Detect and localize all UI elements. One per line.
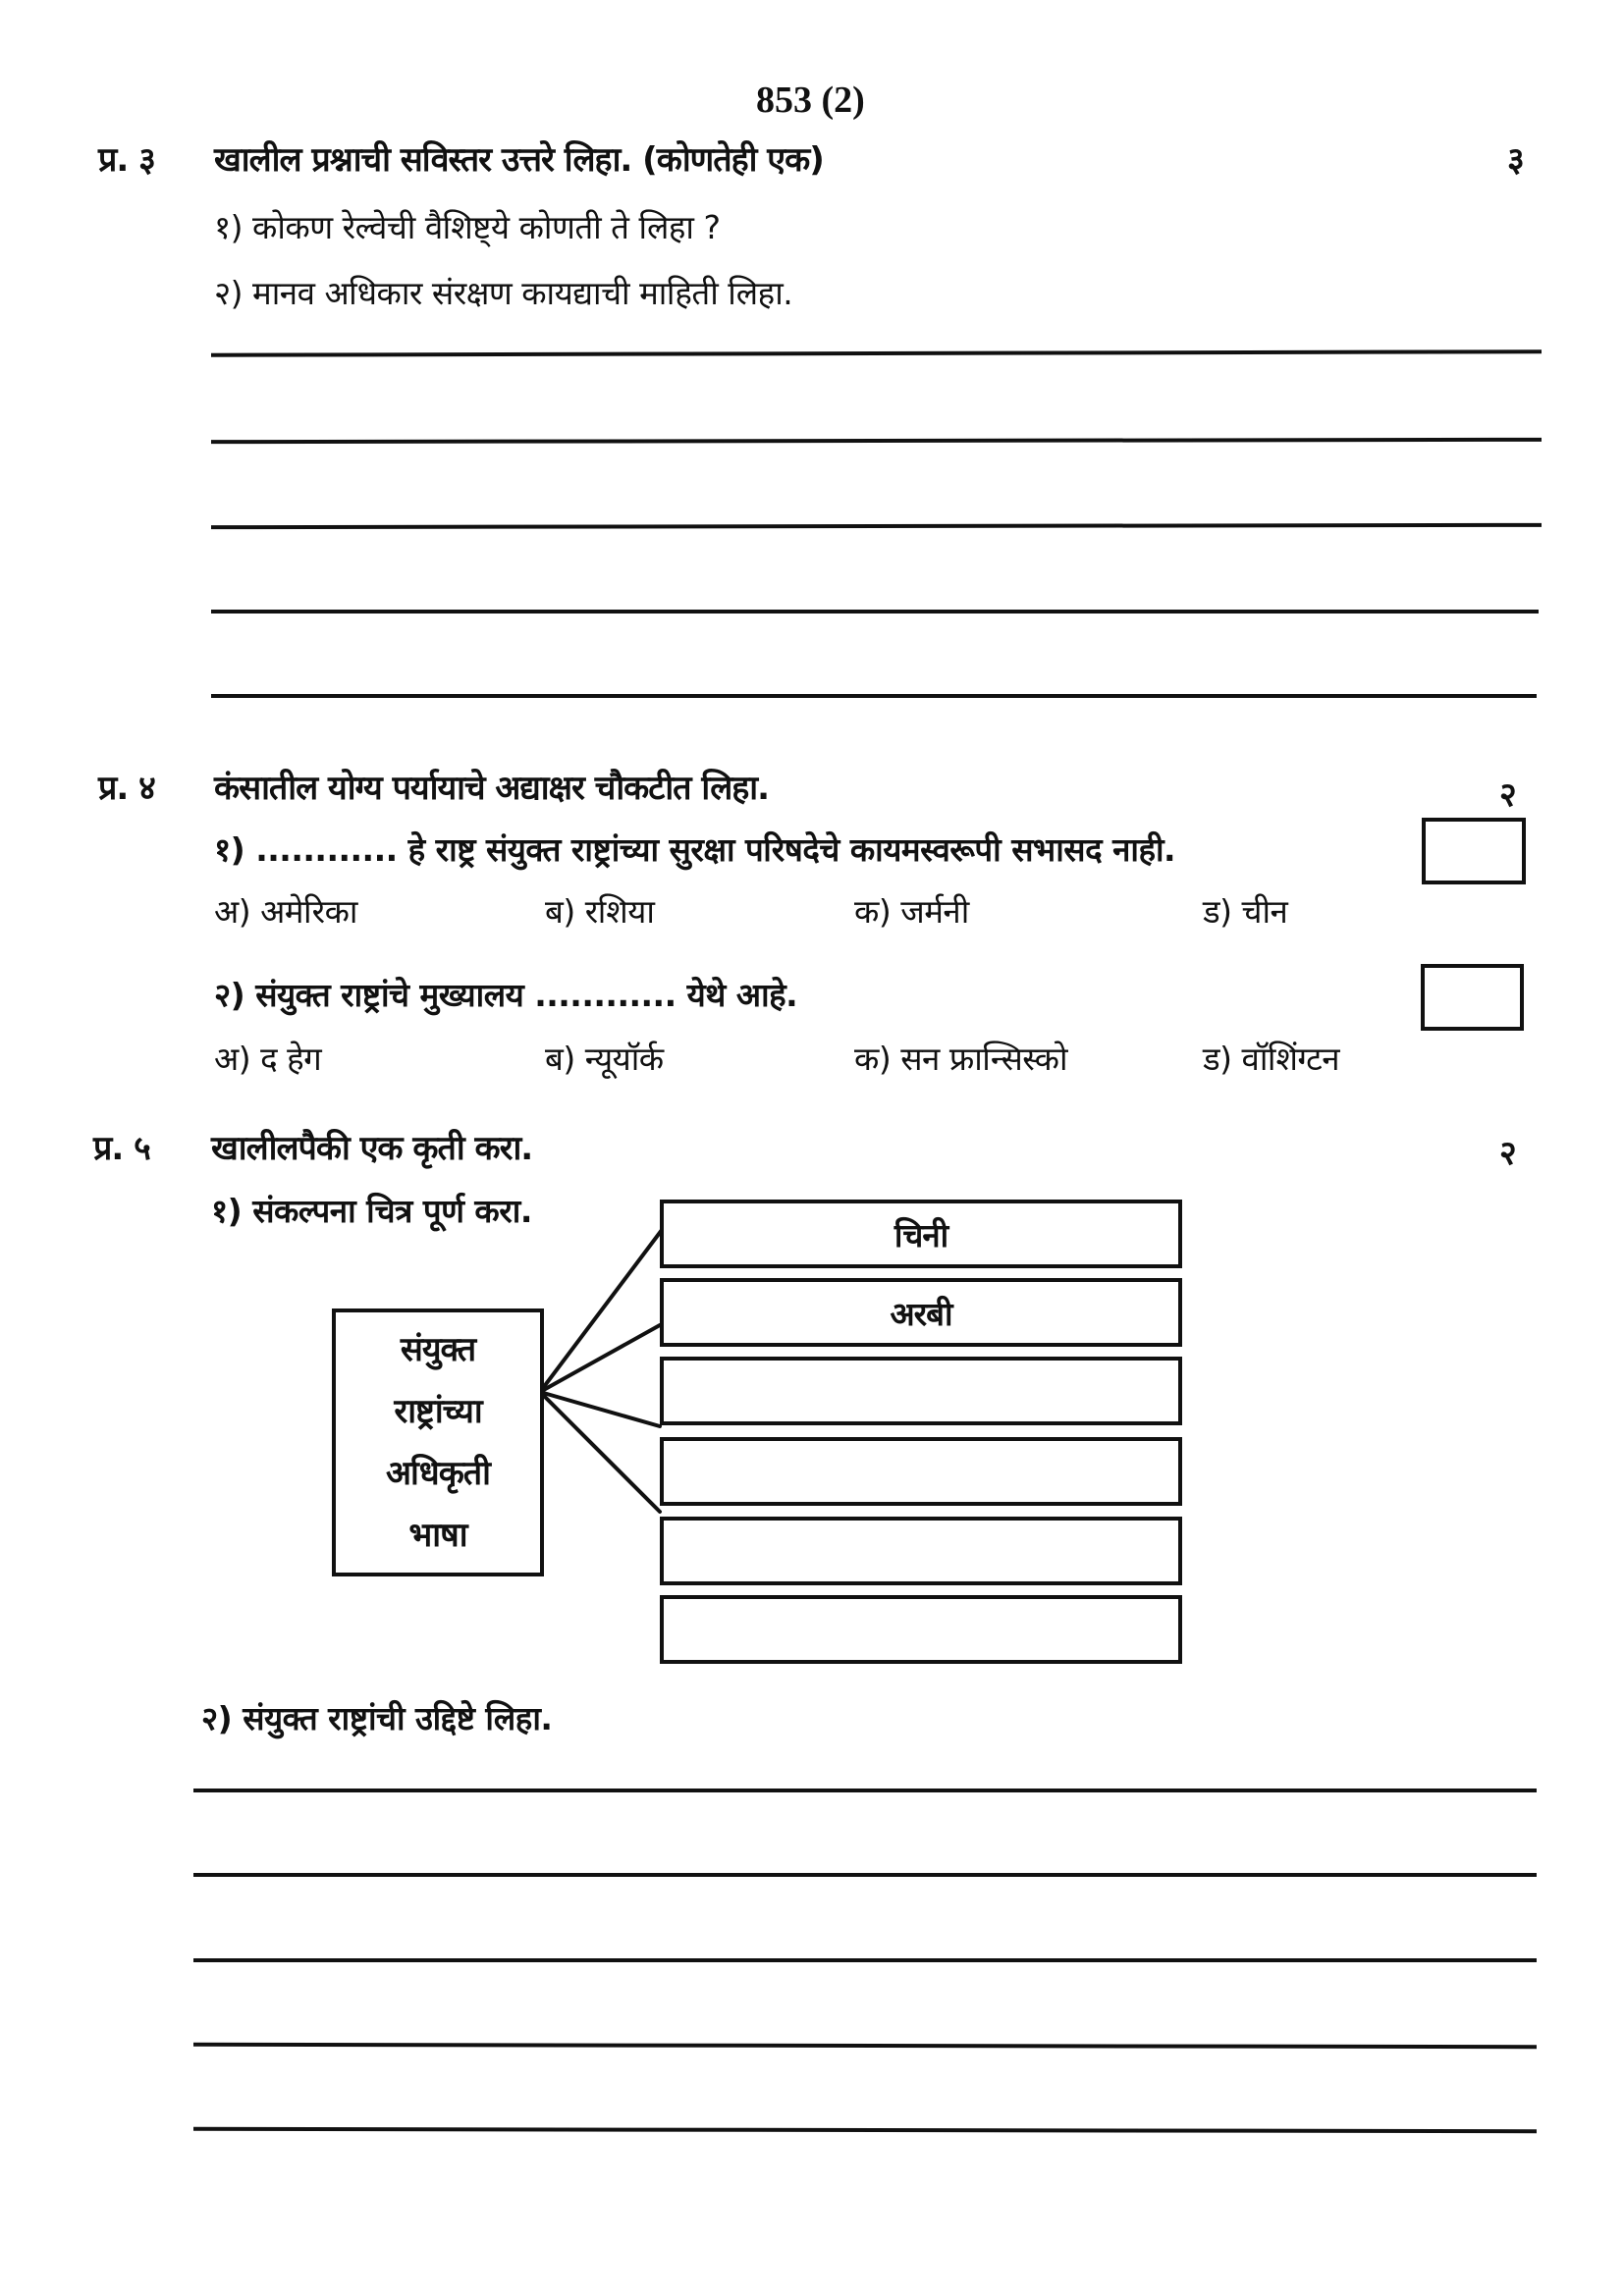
- q4-number: प्र. ४: [98, 769, 155, 808]
- q5-item-2-label: २) संयुक्त राष्ट्रांची उद्दिष्टे लिहा.: [201, 1699, 553, 1737]
- q3-answer-line-4[interactable]: [211, 610, 1539, 614]
- q5-answer-line-5[interactable]: [193, 2127, 1537, 2133]
- q4-item-1-answer-box[interactable]: [1422, 818, 1526, 884]
- q4-item-2-option-a: अ) द हेग: [214, 1040, 322, 1078]
- q5-item-1-label: १) संकल्पना चित्र पूर्ण करा.: [211, 1192, 532, 1230]
- q4-item-1-option-c: क) जर्मनी: [854, 892, 969, 931]
- q3-item-1: १) कोकण रेल्वेची वैशिष्ट्ये कोणती ते लिहा ?: [214, 208, 721, 246]
- q3-marks: ३: [1507, 140, 1525, 180]
- concept-box-5-blank[interactable]: [660, 1517, 1182, 1585]
- q4-item-1-option-d: ड) चीन: [1203, 892, 1288, 931]
- concept-map-center: [332, 1308, 544, 1576]
- q3-item-2: २) मानव अधिकार संरक्षण कायद्याची माहिती लिहा.: [214, 274, 793, 312]
- q3-answer-line-3[interactable]: [211, 523, 1542, 529]
- q5-answer-line-3[interactable]: [193, 1958, 1537, 1962]
- q4-item-2-option-b: ब) न्यूयॉर्क: [545, 1040, 664, 1078]
- q3-answer-line-2[interactable]: [211, 438, 1542, 444]
- concept-box-2: अरबी: [660, 1278, 1182, 1347]
- q5-marks: २: [1499, 1134, 1517, 1173]
- q4-title: कंसातील योग्य पर्यायाचे अद्याक्षर चौकटीत लिहा.: [214, 769, 770, 808]
- q5-answer-line-1[interactable]: [193, 1789, 1537, 1792]
- page-number: 853 (2): [756, 80, 865, 121]
- q4-item-2-answer-box[interactable]: [1421, 964, 1524, 1031]
- q4-item-1-option-b: ब) रशिया: [545, 892, 655, 931]
- q5-answer-line-2[interactable]: [193, 1873, 1537, 1877]
- q4-item-1-option-a: अ) अमेरिका: [214, 892, 357, 931]
- q4-item-1-question: १) ............ हे राष्ट्र संयुक्त राष्ट्रांच्या सुरक्षा परिषदेचे कायमस्वरूपी सभासद नाही.: [214, 830, 1176, 869]
- concept-center-line-2: राष्ट्रांच्या: [394, 1391, 482, 1431]
- q3-title: खालील प्रश्नाची सविस्तर उत्तरे लिहा. (कोणतेही एक): [214, 140, 824, 180]
- q5-answer-line-4[interactable]: [193, 2043, 1537, 2049]
- concept-box-1: चिनी: [660, 1200, 1182, 1268]
- q4-marks: २: [1499, 775, 1517, 815]
- q3-answer-line-1[interactable]: [211, 349, 1542, 357]
- concept-box-6-blank[interactable]: [660, 1595, 1182, 1664]
- q4-item-2-option-c: क) सन फ्रान्सिस्को: [854, 1040, 1068, 1078]
- concept-center-line-4: भाषा: [408, 1515, 467, 1555]
- q5-number: प्र. ५: [93, 1129, 150, 1168]
- q3-answer-line-5[interactable]: [211, 694, 1537, 698]
- concept-center-line-1: संयुक्त: [400, 1329, 476, 1369]
- q5-title: खालीलपैकी एक कृती करा.: [211, 1129, 533, 1168]
- q3-number: प्र. ३: [98, 140, 155, 180]
- concept-box-3-blank[interactable]: [660, 1357, 1182, 1425]
- q4-item-2-option-d: ड) वॉशिंग्टन: [1203, 1040, 1340, 1078]
- concept-box-4-blank[interactable]: [660, 1437, 1182, 1506]
- concept-center-line-3: अधिकृती: [386, 1453, 490, 1493]
- q4-item-2-question: २) संयुक्त राष्ट्रांचे मुख्यालय ............ येथे आहे.: [214, 976, 798, 1014]
